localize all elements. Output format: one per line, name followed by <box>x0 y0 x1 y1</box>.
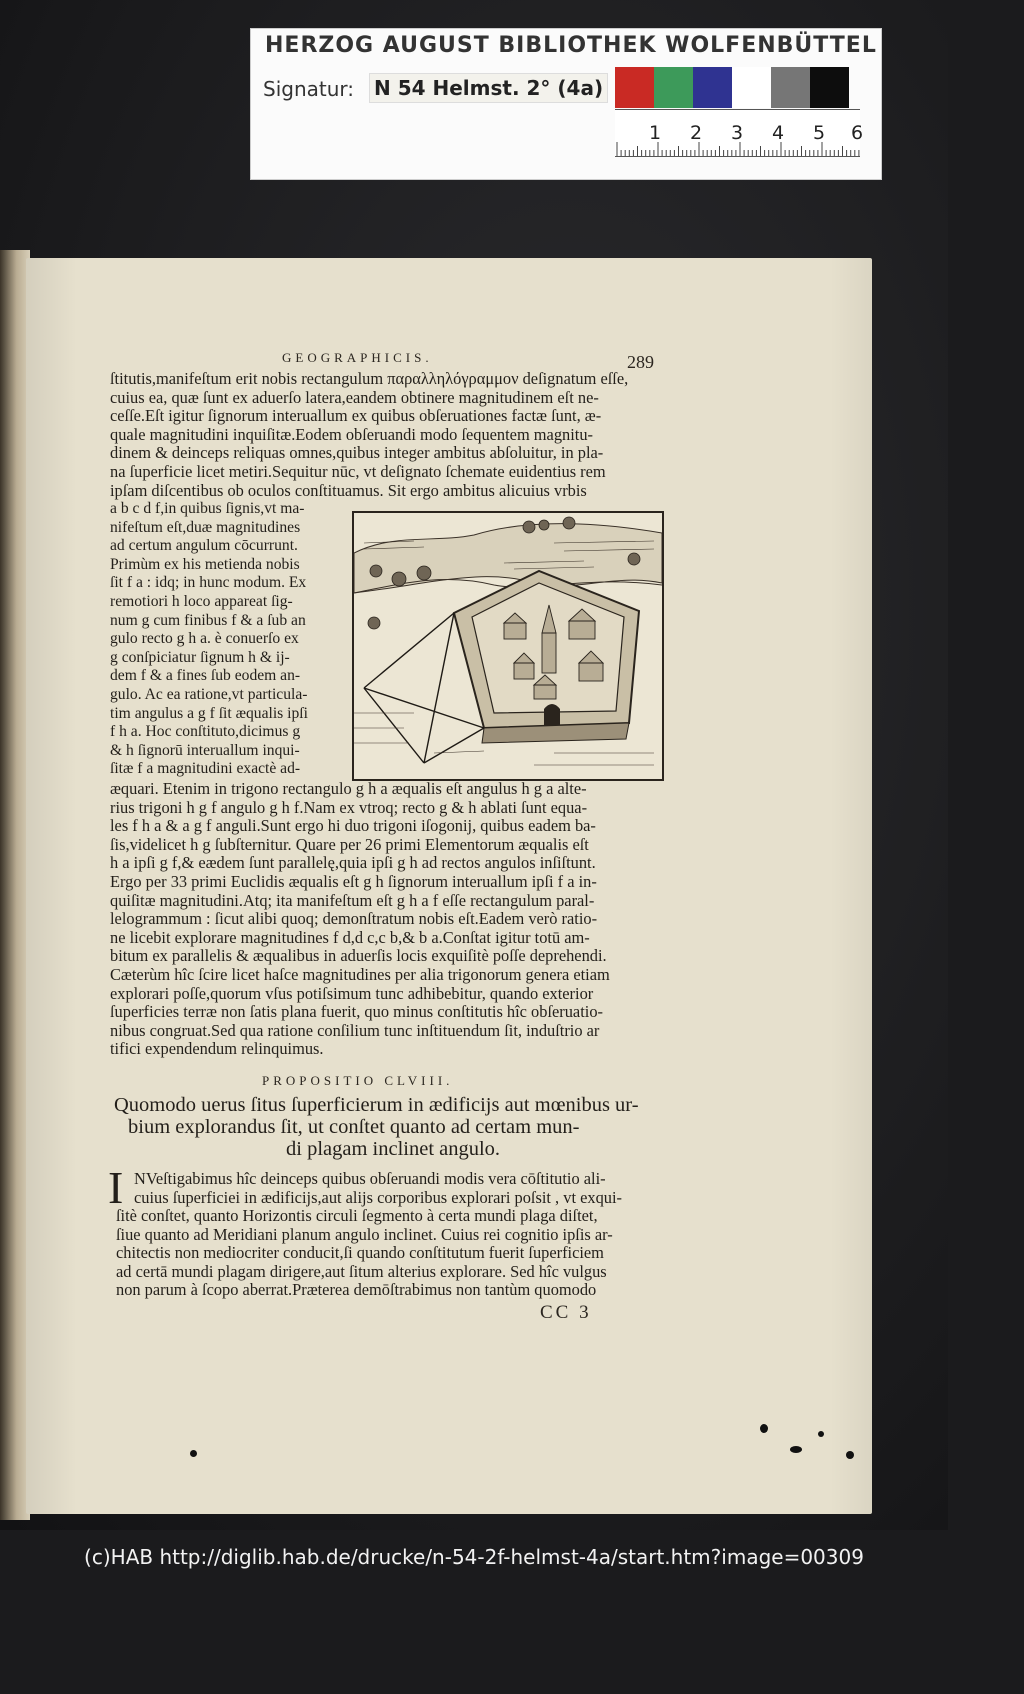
ink-speck <box>190 1450 197 1457</box>
text-line: tim angulus a g f ſit æqualis ipſi <box>110 704 308 722</box>
color-swatches <box>615 67 849 108</box>
text-line: ſitæ f a magnitudini exactè ad- <box>110 760 301 778</box>
fortress-diagram-icon <box>354 513 662 779</box>
text-line: h a ipſi g f,& eædem ſunt parallelę,quia ipſi g h ad rectos angulos inſiſtunt. <box>110 853 596 873</box>
text-line: les f h a & a g f anguli.Sunt ergo hi duo trigoni iſogonij, quibus eadem ba- <box>110 816 596 836</box>
text-line: non parum à ſcopo aberrat.Præterea demōſtrabimus non tantùm quomodo <box>116 1280 597 1300</box>
ink-speck <box>790 1446 802 1453</box>
text-line: ceſſe.Eſt igitur ſignorum interuallum ex quibus obſeruationes factæ ſunt, æ- <box>110 406 602 426</box>
text-line: Ergo per 33 primi Euclidis æqualis eſt g h ſignorum interuallum ipſi f a in- <box>110 871 597 891</box>
ruler-number: 2 <box>690 122 703 144</box>
text-line: lelogrammum : ſicut alibi quoq; demonſtratum nobis eſt.Eadem verò ratio- <box>110 909 598 929</box>
swatch-red <box>615 67 654 108</box>
signature-value: N 54 Helmst. 2° (4a) <box>369 73 608 103</box>
page-number: 289 <box>627 352 654 372</box>
heading-line: di plagam inclinet angulo. <box>286 1138 501 1160</box>
text-line: ſis,videlicet h g ſubſternitur. Quare per 26 primi Elementorum æqualis eſt <box>110 834 589 854</box>
text-line: remotiori h loco appareat ſig- <box>110 592 293 610</box>
text-line: ſiue quanto ad Meridiani planum angulo inclinet. Cuius rei cognitio ipſis ar- <box>116 1224 613 1244</box>
running-head: GEOGRAPHICIS. <box>282 350 433 365</box>
library-color-card <box>250 28 882 180</box>
text-line: ſtitutis,manifeſtum erit nobis rectangulum παραλληλόγραμμον deſignatum eſſe, <box>110 369 629 388</box>
swatch-white <box>732 67 771 108</box>
text-line: gulo. Ac ea ratione,vt particula- <box>110 685 308 703</box>
text-line: ne licebit explorare magnitudines f d,d c,c b,& b a.Conſtat igitur totū am- <box>110 927 590 947</box>
woodcut-fortress-illustration <box>352 511 664 781</box>
text-line: gulo recto g h a. è conuerſo ex <box>110 630 299 648</box>
text-line: g conſpiciatur ſignum h & ij- <box>110 648 290 666</box>
text-line: chitectis non mediocriter conducit,ſi quando conſtitutum fuerit ſuperficiem <box>116 1243 604 1263</box>
ink-speck <box>818 1431 824 1437</box>
text-line: æquari. Etenim in trigono rectangulo g h a æqualis eſt angulus h g a alte- <box>110 779 587 798</box>
scale-ruler <box>615 109 864 157</box>
proposition-title: PROPOSITIO CLVIII. <box>262 1073 454 1088</box>
copyright-caption: (c)HAB http://diglib.hab.de/drucke/n-54-2f-helmst-4a/start.htm?image=00309 <box>84 1545 864 1569</box>
library-name: HERZOG AUGUST BIBLIOTHEK WOLFENBÜTTEL <box>265 33 877 58</box>
text-line: Primùm ex his metienda nobis <box>110 555 300 573</box>
ruler-number: 3 <box>731 122 744 144</box>
proposition-body <box>134 1170 622 1207</box>
text-line: quiſitæ magnitudini.Atq; ita manifeſtum eſt g h a f eſſe rectangulum paral- <box>110 890 595 910</box>
text-line: ſit f a : idq; in hunc modum. Ex <box>110 574 307 592</box>
text-line: ſuperficies terræ non ſatis plana fuerit, quo minus conſtitutis hîc obſeruatio- <box>110 1002 603 1022</box>
text-line: dem f & a fines ſub eodem an- <box>110 667 301 685</box>
text-line: ſitè conſtet, quanto Horizontis circuli ſegmento à certa mundi plaga diſtet, <box>116 1206 598 1225</box>
proposition-heading <box>114 1094 639 1160</box>
text-line: rius trigoni h g f angulo g h f.Nam ex vtroq; recto g & h ablati ſunt equa- <box>110 797 588 817</box>
text-line: bitum ex parallelis & æqualibus in aduerſis locis exquiſitè poſſe deprehendi. <box>110 946 607 966</box>
swatch-black <box>810 67 849 108</box>
text-line: nibus congruat.Sed qua ratione conſilium tunc inſtituendum ſit, induſtrio ar <box>110 1020 600 1040</box>
signature-label: Signatur: <box>263 77 355 101</box>
text-line: nifeſtum eſt,duæ magnitudines <box>110 518 301 536</box>
heading-line: Quomodo uerus ſitus ſuperficierum in ædificijs aut mœnibus ur- <box>114 1094 639 1116</box>
text-line: tifici expendendum relinquimus. <box>110 1039 324 1059</box>
swatch-blue <box>693 67 732 108</box>
ink-speck <box>760 1424 768 1433</box>
text-line: ipſam diſcentibus ob oculos conſtituamus. Sit ergo ambitus alicuius vrbis <box>110 480 587 500</box>
text-line: f h a. Hoc conſtituto,dicimus g <box>110 723 301 741</box>
text-line: Cæterùm hîc ſcire licet haſce magnitudines per alia trigonorum genera etiam <box>110 964 610 984</box>
text-line: NVeſtigabimus hîc deinceps quibus obſeruandi modis vera cōſtitutio ali- <box>134 1169 606 1188</box>
text-line: a b c d f,in quibus ſignis,vt ma- <box>110 500 305 517</box>
ink-speck <box>846 1451 854 1459</box>
text-line: ad certum angulum cōcurrunt. <box>110 537 298 555</box>
swatch-gray <box>771 67 810 108</box>
side-column-text <box>110 500 308 779</box>
text-line: explorari poſſe,quorum vſus potiſsimum tunc adhibebitur, quando exterior <box>110 983 594 1003</box>
heading-line: bium explorandus ſit, ut conſtet quanto ad certam mun- <box>128 1116 580 1138</box>
text-line: dinem & deinceps reliquas omnes,quibus integer ambitus abſoluitur, in pla- <box>110 443 604 463</box>
text-line: cuius ea, quæ ſunt ex aduerſo latera,eandem obtinere magnitudinem eſt ne- <box>110 387 599 407</box>
drop-cap-initial: I <box>108 1162 124 1213</box>
proposition-body-continued <box>116 1207 613 1300</box>
main-paragraph <box>110 780 610 1059</box>
ruler-number: 1 <box>649 122 662 144</box>
text-line: cuius ſuperficiei in ædificijs,aut alijs corporibus explorari poſsit , vt exqui- <box>134 1187 622 1207</box>
text-line: quale magnitudini inquiſitæ.Eodem obſeruandi modo ſequentem magnitu- <box>110 424 593 444</box>
intro-paragraph <box>110 370 628 500</box>
text-line: num g cum finibus f & a ſub an <box>110 611 306 629</box>
text-line: na ſuperficie licet metiri.Sequitur nūc, vt deſignato ſchemate euidentius rem <box>110 461 606 481</box>
ruler-number: 4 <box>772 122 785 144</box>
signature-mark: CC 3 <box>540 1302 592 1323</box>
text-line: & h ſignorū interuallum inqui- <box>110 741 300 759</box>
ruler-number: 6 <box>851 122 864 144</box>
text-line: ad certā mundi plagam dirigere,aut ſitum alterius explorare. Sed hîc vulgus <box>116 1261 607 1281</box>
ruler-number: 5 <box>813 122 826 144</box>
swatch-green <box>654 67 693 108</box>
